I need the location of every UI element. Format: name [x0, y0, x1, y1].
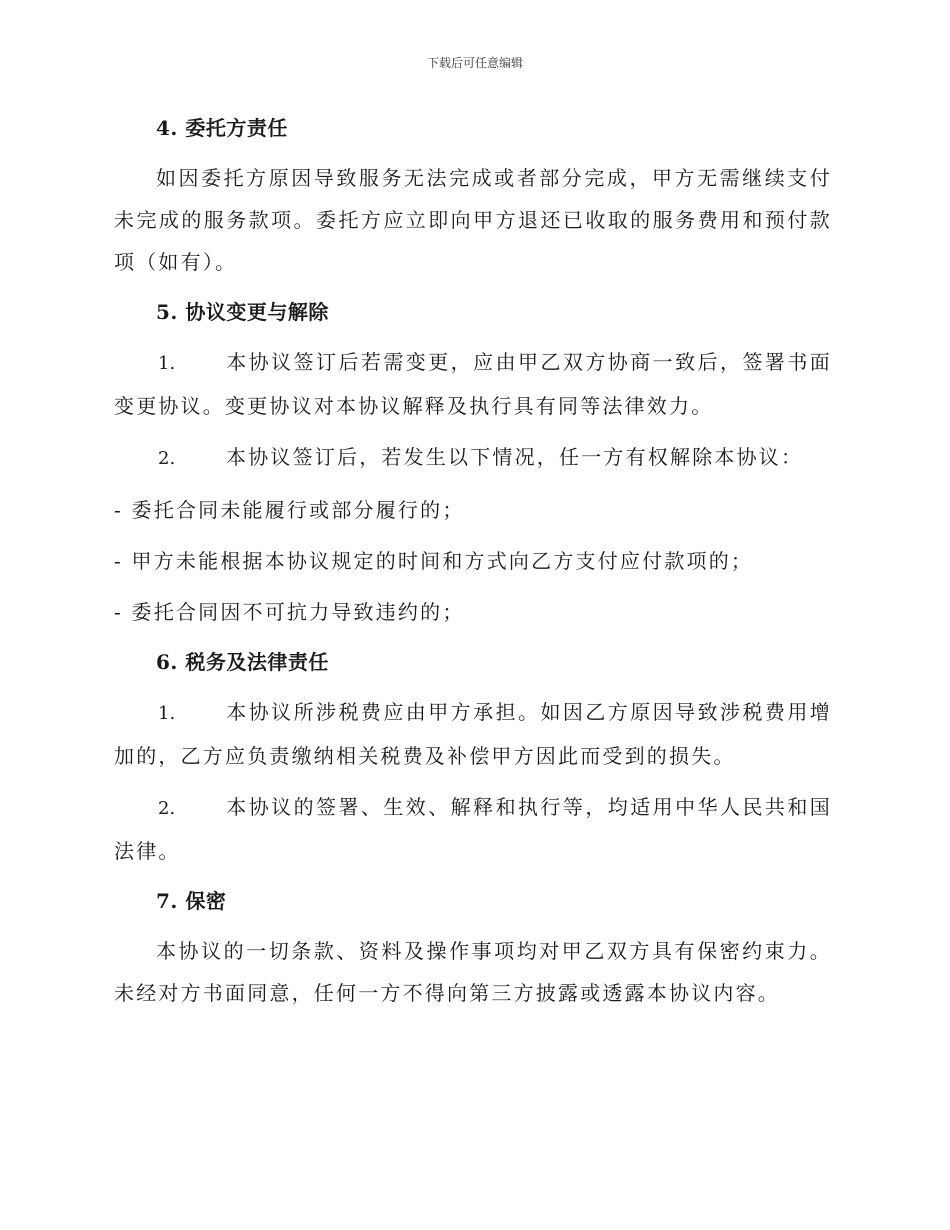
item-number: 2.: [158, 798, 176, 819]
item-text: 本协议签订后，若发生以下情况，任一方有权解除本协议：: [226, 445, 804, 469]
section-5-item-2: [114, 436, 832, 480]
section-5-dash-item-3: - 委托合同因不可抗力导致违约的；: [114, 600, 465, 624]
section-5-heading: 5. 协议变更与解除: [156, 300, 329, 324]
section-7-paragraph: 本协议的一切条款、资料及操作事项均对甲乙双方具有保密约束力。未经对方书面同意，任何一方不得向第三方披露或透露本协议内容。: [114, 939, 832, 1005]
page-header: 下载后可任意编辑: [426, 56, 523, 70]
section-4-paragraph: 如因委托方原因导致服务无法完成或者部分完成，甲方无需继续支付未完成的服务款项。委托方应立即向甲方退还已收取的服务费用和预付款项（如有）。: [114, 166, 832, 274]
section-6-item-2: [114, 786, 832, 872]
section-5-dash-item-1: - 委托合同未能履行或部分履行的；: [114, 498, 465, 522]
item-number: 2.: [158, 448, 176, 469]
item-text: 本协议所涉税费应由甲方承担。如因乙方原因导致涉税费用增加的，乙方应负责缴纳相关税费及补偿甲方因此而受到的损失。: [114, 700, 832, 768]
section-6-item-1: [114, 691, 832, 777]
item-number: 1.: [158, 353, 176, 374]
item-text: 本协议的签署、生效、解释和执行等，均适用中华人民共和国法律。: [114, 795, 832, 863]
item-number: 1.: [158, 703, 176, 724]
section-4-heading: 4. 委托方责任: [156, 116, 288, 140]
section-6-heading: 6. 税务及法律责任: [156, 650, 329, 674]
section-5-item-1: [114, 341, 832, 427]
item-text: 本协议签订后若需变更，应由甲乙双方协商一致后，签署书面变更协议。变更协议对本协议解释及执行具有同等法律效力。: [114, 350, 832, 418]
document-body: [114, 108, 832, 1023]
section-7-heading: 7. 保密: [156, 889, 227, 913]
section-5-dash-item-2: - 甲方未能根据本协议规定的时间和方式向乙方支付应付款项的；: [114, 549, 754, 573]
